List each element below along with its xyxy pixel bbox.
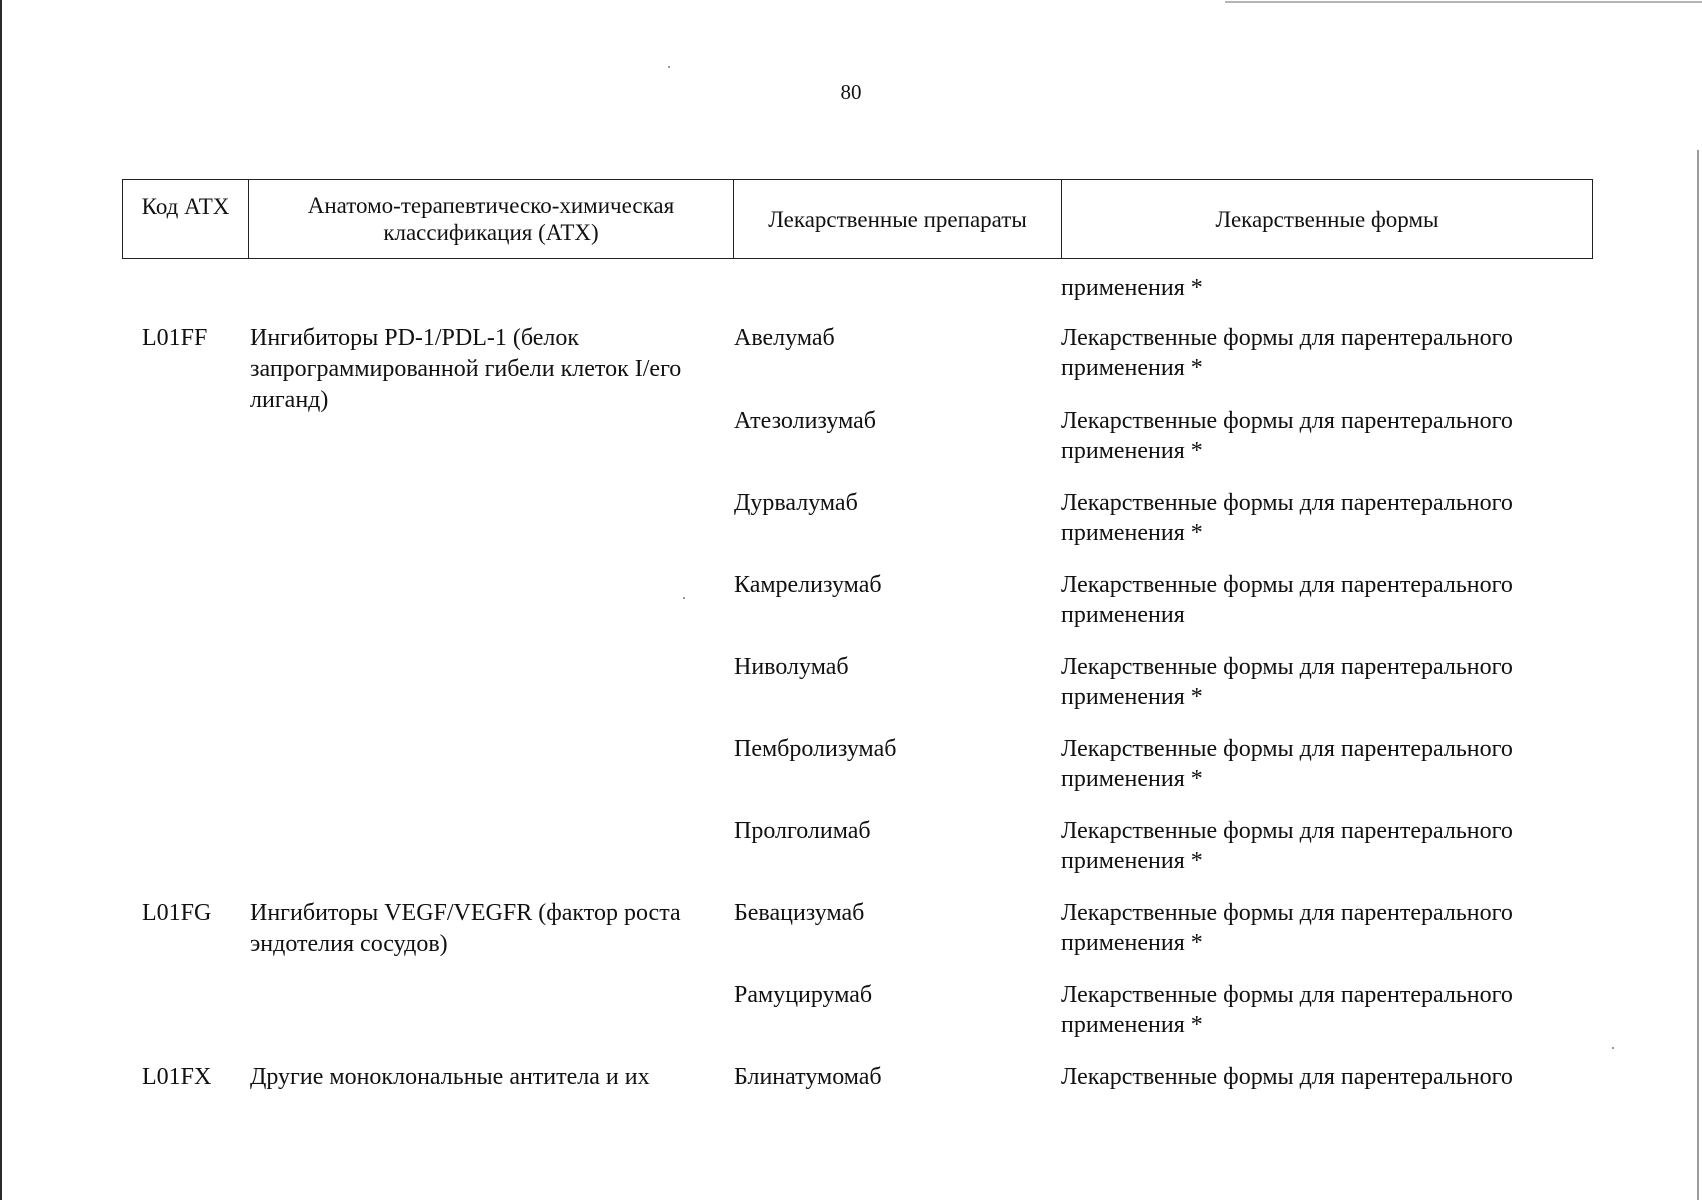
drug-name: Пролголимаб [734,818,871,844]
dosage-form: Лекарственные формы для парентерального применения * [1061,654,1513,710]
scan-speck [1612,1047,1614,1049]
drug-name: Блинатумомаб [734,1064,882,1090]
atc-code: L01FF [142,325,208,351]
drug-name: Бевацизумаб [734,900,865,926]
atc-classification: Ингибиторы VEGF/VEGFR (фактор роста эндотелия сосудов) [250,900,681,957]
dosage-form: Лекарственные формы для парентерального применения * [1061,408,1513,464]
header-classification: Анатомо-терапевтическо-химическая классификация (АТХ) [248,180,733,258]
dosage-form: Лекарственные формы для парентерального [1061,1064,1513,1090]
header-drugs: Лекарственные препараты [733,180,1061,258]
atc-classification: Другие моноклональные антитела и их [250,1064,650,1090]
atc-code: L01FG [142,900,212,926]
scan-edge-top [1225,1,1702,3]
atc-code: L01FX [142,1064,212,1090]
dosage-form: Лекарственные формы для парентерального применения * [1061,736,1513,792]
header-forms: Лекарственные формы [1061,180,1592,258]
drug-name: Рамуцирумаб [734,982,873,1008]
dosage-form: Лекарственные формы для парентерального применения * [1061,982,1513,1038]
drug-name: Ниволумаб [734,654,849,680]
drug-name: Пембролизумаб [734,736,897,762]
dosage-form: Лекарственные формы для парентерального применения * [1061,818,1513,874]
scan-speck [668,66,670,68]
dosage-form: Лекарственные формы для парентерального применения * [1061,325,1513,381]
table-header [122,179,1593,259]
dosage-form: Лекарственные формы для парентерального применения * [1061,900,1513,956]
drug-name: Камрелизумаб [734,572,882,598]
drug-name: Атезолизумаб [734,408,876,434]
drug-name: Авелумаб [734,325,835,351]
dosage-form: Лекарственные формы для парентерального применения [1061,572,1513,628]
scan-edge-right [1697,150,1699,1200]
scan-speck [683,597,685,599]
dosage-form: Лекарственные формы для парентерального применения * [1061,490,1513,546]
continued-form-text: применения * [1061,275,1203,301]
scan-edge-left [0,0,2,1200]
drug-name: Дурвалумаб [734,490,858,516]
page-number: 80 [840,80,862,104]
atc-classification: Ингибиторы PD-1/PDL-1 (белок запрограммированной гибели клеток I/его лиганд) [250,325,682,413]
header-code: Код АТХ [141,194,230,219]
